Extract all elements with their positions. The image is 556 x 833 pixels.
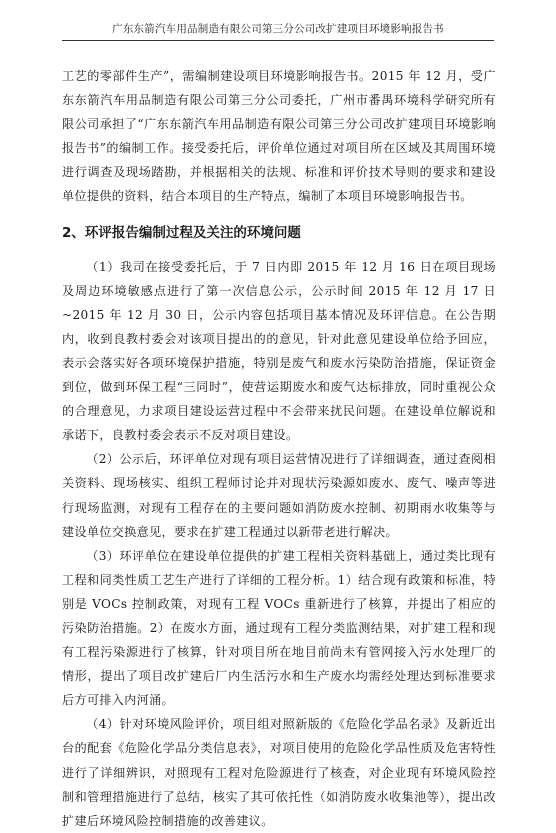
body-paragraph-1: （1）我司在接受委托后，于 7 日内即 2015 年 12 月 16 日在项目现场及周边环境敏感点进行了第一次信息公示，公示时间 2015 年 12 月 17 日~2015 年 12 月 30 日，公示内容包括项目基本情况及环评信息。在公告期内，收到良教村委会对该项目提出的的意见，针对此意见建设单位给予回应，表示会落实好各项环境保护措施，特别是废气和废水污染防治措施，保证资金到位，做到环保工程“三同时”，使营运期废水和废气达标排放，同时重视公众的合理意见，力求项目建设运营过程中不会带来扰民问题。在建设单位解说和承诺下，良教村委会表示不反对项目建设。	[62, 259, 496, 443]
body-paragraph-4: （4）针对环境风险评价，项目组对照新版的《危险化学品名录》及新近出台的配套《危险化学品分类信息表》，对项目使用的危险化学品性质及危害特性进行了详细辨识，对照现有工程对危险源进行了核查，对企业现有环境风险控制和管理措施进行了总结，核实了其可依托性（如消防废水收集池等），提出改扩建后环境风险控制措施的改善建议。	[62, 717, 496, 828]
body-paragraph-2: （2）公示后，环评单位对现有项目运营情况进行了详细调查，通过查阅相关资料、现场核实、组织工程师讨论并对现状污染源如废水、废气、噪声等进行现场监测，对现有工程存在的主要问题如消防废水控制、初期雨水收集等与建设单位交换意见，要求在扩建工程通过以新带老进行解决。	[62, 452, 496, 539]
body-paragraph-3: （3）环评单位在建设单位提供的扩建工程相关资料基础上，通过类比现有工程和同类性质工艺生产进行了详细的工程分析。1）结合现有政策和标准，特别是 VOCs 控制政策，对现有工程 VOCs 重新进行了核算，并提出了相应的污染防治措施。2）在废水方面，通过现有工程分类监测结果，对扩建工程和现有工程污染源进行了核算，针对项目所在地目前尚未有管网接入污水处理厂的情形，提出了项目改扩建后厂内生活污水和生产废水均需经处理达到标准要求后方可排入内河涌。	[62, 548, 496, 708]
document-body	[62, 64, 496, 833]
section-heading: 2、环评报告编制过程及关注的环境问题	[62, 224, 301, 241]
running-header	[62, 22, 494, 41]
header-title: 广东东箭汽车用品制造有限公司第三分公司改扩建项目环境影响报告书	[112, 23, 444, 35]
intro-paragraph: 工艺的零部件生产”，需编制建设项目环境影响报告书。2015 年 12 月，受广东东箭汽车用品制造有限公司第三分公司委托，广州市番禺环境科学研究所有限公司承担了“广东东箭汽车用品制造有限公司第三分公司改扩建项目环境影响报告书”的编制工作。接受委托后，评价单位通过对项目所在区域及其周围环境进行调查及现场踏勘，并根据相关的法规、标准和评价技术导则的要求和建设单位提供的资料，结合本项目的生产特点，编制了本项目环境影响报告书。	[62, 69, 496, 204]
